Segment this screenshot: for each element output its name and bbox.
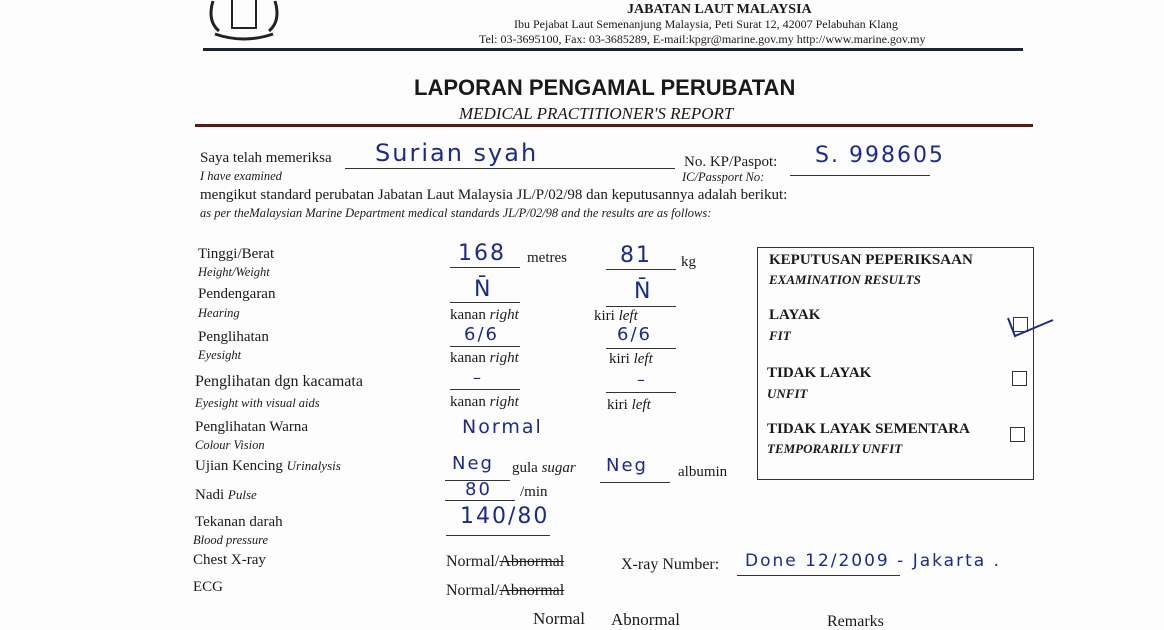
id-label-en: IC/Passport No: bbox=[682, 170, 765, 184]
bp-value: 140/80 bbox=[460, 504, 550, 529]
standard-text-en: as per theMalaysian Marine Department medical standards JL/P/02/98 and the results are as follows: bbox=[200, 206, 712, 220]
bp-label: Tekanan darah bbox=[195, 514, 283, 530]
urine-label: Ujian Kencing bbox=[195, 458, 283, 474]
footer-remarks: Remarks bbox=[827, 613, 884, 630]
visual-aids-label-en: Eyesight with visual aids bbox=[195, 396, 320, 410]
checkmark-icon bbox=[1005, 312, 1057, 342]
left-label-en: left bbox=[631, 397, 651, 413]
pulse-label: Nadi bbox=[195, 487, 225, 503]
ecg-label: ECG bbox=[193, 579, 223, 595]
results-title: KEPUTUSAN PEPERIKSAAN bbox=[769, 252, 973, 268]
result-fit-label: LAYAK bbox=[769, 307, 821, 323]
height-unit: metres bbox=[527, 250, 567, 266]
xray-number-value: Done 12/2009 - Jakarta . bbox=[745, 551, 1001, 571]
eyesight-left: 6/6 bbox=[617, 324, 652, 345]
colour-label: Penglihatan Warna bbox=[195, 419, 309, 435]
result-temp-unfit-label: TIDAK LAYAK SEMENTARA bbox=[767, 421, 970, 437]
examined-label-en: I have examined bbox=[200, 169, 282, 183]
weight-unit: kg bbox=[681, 254, 696, 270]
org-contact: Tel: 03-3695100, Fax: 03-3685289, E-mail:kpgr@marine.gov.my http://www.marine.gov.my bbox=[479, 32, 926, 46]
result-temp-unfit-label-en: TEMPORARILY UNFIT bbox=[767, 441, 903, 456]
hearing-label-en: Hearing bbox=[198, 306, 240, 320]
eyesight-right: 6/6 bbox=[464, 324, 499, 345]
coat-of-arms-logo bbox=[205, 0, 283, 46]
hearing-label: Pendengaran bbox=[198, 286, 276, 302]
sugar-value: Neg bbox=[452, 453, 494, 474]
colour-label-en: Colour Vision bbox=[195, 438, 265, 452]
result-unfit-label-en: UNFIT bbox=[767, 386, 808, 401]
result-unfit-label: TIDAK LAYAK bbox=[767, 365, 872, 381]
bp-label-en: Blood pressure bbox=[193, 533, 269, 547]
right-label: kanan bbox=[450, 307, 486, 323]
xray-normal: Normal/ bbox=[446, 553, 500, 570]
left-label-en: left bbox=[633, 351, 653, 367]
standard-text: mengikut standard perubatan Jabatan Laut Malaysia JL/P/02/98 dan keputusannya adalah berikut: bbox=[200, 187, 788, 203]
ecg-abnormal-struck: Abnormal bbox=[499, 582, 565, 599]
org-name: JABATAN LAUT MALAYSIA bbox=[627, 2, 812, 17]
title-rule bbox=[195, 124, 1033, 127]
ecg-normal: Normal/ bbox=[446, 582, 500, 599]
examined-label: Saya telah memeriksa bbox=[200, 150, 332, 166]
hearing-left: N̄ bbox=[634, 279, 653, 304]
right-label-en: right bbox=[489, 307, 519, 323]
urine-label-en: Urinalysis bbox=[286, 458, 341, 473]
pulse-unit: /min bbox=[520, 484, 548, 500]
footer-abnormal: Abnormal bbox=[611, 610, 680, 629]
right-label-en: right bbox=[489, 394, 519, 410]
left-label: kiri bbox=[609, 351, 630, 367]
albumin-value: Neg bbox=[606, 455, 648, 476]
page-title: LAPORAN PENGAMAL PERUBATAN bbox=[414, 75, 796, 100]
left-label: kiri bbox=[594, 308, 615, 324]
eyesight-label-en: Eyesight bbox=[198, 348, 242, 362]
left-label: kiri bbox=[607, 397, 628, 413]
footer-normal: Normal bbox=[533, 609, 585, 628]
visual-aids-right: – bbox=[473, 368, 483, 387]
right-label-en: right bbox=[489, 350, 519, 366]
id-label: No. KP/Paspot: bbox=[684, 154, 778, 170]
left-label-en: left bbox=[618, 308, 638, 324]
pulse-label-en: Pulse bbox=[227, 487, 257, 502]
hearing-right: N̄ bbox=[474, 277, 493, 302]
xray-label: Chest X-ray bbox=[193, 552, 266, 568]
eyesight-label: Penglihatan bbox=[198, 329, 269, 345]
result-fit-label-en: FIT bbox=[769, 328, 791, 343]
sugar-label-en: sugar bbox=[541, 460, 576, 476]
unfit-checkbox[interactable] bbox=[1012, 371, 1027, 386]
height-weight-label: Tinggi/Berat bbox=[198, 246, 275, 262]
page-subtitle: MEDICAL PRACTITIONER'S REPORT bbox=[459, 104, 734, 123]
xray-abnormal-struck: Abnormal bbox=[499, 553, 565, 570]
visual-aids-label: Penglihatan dgn kacamata bbox=[195, 373, 363, 390]
right-label: kanan bbox=[450, 394, 486, 410]
header-rule bbox=[203, 48, 1023, 51]
height-value: 168 bbox=[458, 241, 506, 266]
xray-number-label: X-ray Number: bbox=[621, 556, 720, 573]
colour-value: Normal bbox=[462, 416, 543, 438]
pulse-value: 80 bbox=[465, 479, 492, 500]
height-weight-label-en: Height/Weight bbox=[198, 265, 270, 279]
org-address: Ibu Pejabat Laut Semenanjung Malaysia, Peti Surat 12, 42007 Pelabuhan Klang bbox=[514, 17, 898, 31]
temp-unfit-checkbox[interactable] bbox=[1010, 427, 1025, 442]
visual-aids-left: – bbox=[637, 370, 647, 389]
results-title-en: EXAMINATION RESULTS bbox=[769, 272, 921, 287]
weight-value: 81 bbox=[620, 243, 652, 268]
sugar-label: gula bbox=[512, 460, 538, 476]
right-label: kanan bbox=[450, 350, 486, 366]
albumin-label: albumin bbox=[678, 464, 728, 480]
id-value: S. 998605 bbox=[815, 143, 945, 168]
patient-name: Surian syah bbox=[375, 139, 539, 167]
